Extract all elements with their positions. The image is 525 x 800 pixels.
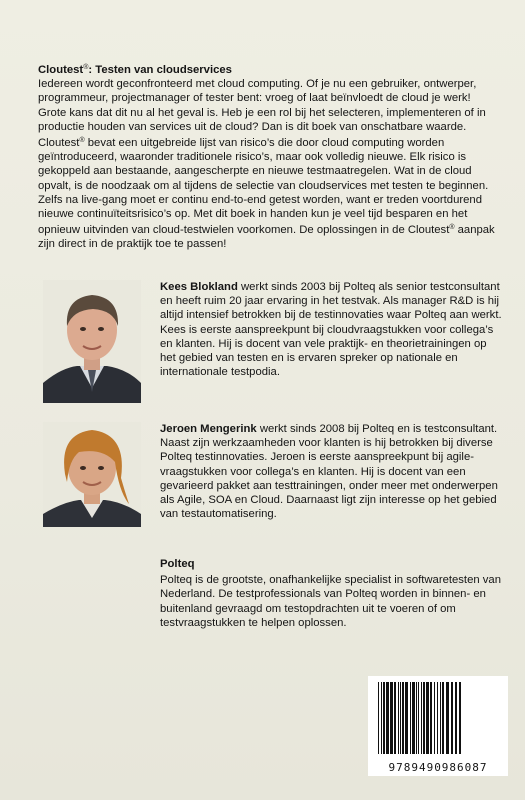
barcode-bar <box>383 682 385 754</box>
title-prefix: Cloutest <box>38 64 84 76</box>
barcode-bar <box>426 682 429 754</box>
barcode-bar <box>451 682 453 754</box>
author-name: Jeroen Mengerink <box>160 423 257 435</box>
barcode-bar <box>410 682 411 754</box>
description-part-1: Iedereen wordt geconfronteerd met cloud computing. Of je nu een gebruiker, ontwerper, programmeur, projectmanager of tester bent: vroeg of laat beïnvloedt de cloud je werk! Grote kans dat dit nu al het geval is. Heb je een rol bij het selecteren, implementeren of in productie houden van services uit de cloud? Dan is dit boek van onschatbare waarde. Cloutest <box>38 78 486 150</box>
book-description <box>38 61 500 252</box>
company-section <box>160 557 505 630</box>
description-part-3: aanpak zijn direct in de praktijk toe te passen! <box>38 224 495 251</box>
trademark-symbol: ® <box>83 64 89 71</box>
author-bio-text: werkt sinds 2003 bij Polteq als senior testconsultant en heeft ruim 20 jaar ervaring in het testvak. Als manager R&D is hij altijd intensief betrokken bij de testinnovaties waar Polteq aan werkt. Kees is eerste aanspreekpunt bij cloudvraagstukken voor collega’s en klanten. Hij is docent van vele praktijk- en theorietrainingen op het gebied van testen en is ervaren spreker op nationale en internationale testpodia. <box>160 281 502 379</box>
description-part-2: bevat een uitgebreide lijst van risico’s die door cloud computing worden geïntroduceerd, waaronder traditionele risico’s, maar ook volledig nieuwe. Elk risico is gekoppeld aan bestaande, aangescherpte en nieuwe testmaatregelen. Wat in de cloud opvalt, is de noodzaak om al tijdens de selectie van cloudservices met testen te beginnen. Zelfs na live-gang moet er continu end-to-end getest worden, want er treden voortdurend nieuwe continuïteitsrisico’s op. Met dit boek in handen kun je veel tijd besparen en het opnieuw uitvinden van cloud-testwielen voorkomen. De oplossingen in de Cloutest <box>38 137 489 237</box>
barcode-bar <box>412 682 415 754</box>
company-heading: Polteq <box>160 558 195 570</box>
author-photo-jeroen <box>43 422 141 527</box>
barcode-bar <box>423 682 425 754</box>
barcode-bar <box>455 682 457 754</box>
barcode-bar <box>430 682 432 754</box>
barcode-bar <box>405 682 408 754</box>
author-photo-kees <box>43 280 141 403</box>
barcode-bar <box>418 682 419 754</box>
company-description: Polteq is de grootste, onafhankelijke specialist in softwaretesten van Nederland. De testprofessionals van Polteq worden in binnen- en buitenland gevraagd om testopdrachten uit te voeren of om testvraagstukken te helpen oplossen. <box>160 574 501 629</box>
barcode-bar <box>446 682 449 754</box>
barcode-bar <box>398 682 399 754</box>
barcode-bar <box>400 682 401 754</box>
author-bio-jeroen <box>160 422 505 521</box>
barcode-bars <box>368 676 508 762</box>
barcode-bar <box>437 682 438 754</box>
barcode-bar <box>390 682 393 754</box>
description-paragraph <box>38 77 500 251</box>
barcode-bar <box>442 682 444 754</box>
book-title <box>38 61 500 77</box>
isbn-number: 9789490986087 <box>388 761 488 774</box>
barcode-bar <box>394 682 396 754</box>
barcode-bar <box>434 682 435 754</box>
trademark-symbol: ® <box>79 137 85 145</box>
barcode-bar <box>378 682 379 754</box>
title-suffix: : Testen van cloudservices <box>88 64 232 76</box>
barcode-bar <box>440 682 441 754</box>
barcode-bar <box>459 682 461 754</box>
barcode-bar <box>416 682 417 754</box>
barcode-bar <box>386 682 389 754</box>
author-bio-kees <box>160 280 505 379</box>
trademark-symbol: ® <box>449 224 455 232</box>
barcode-bar <box>421 682 422 754</box>
barcode-bar <box>402 682 404 754</box>
barcode-bar <box>381 682 382 754</box>
author-bio-text: werkt sinds 2008 bij Polteq en is testconsultant. Naast zijn werkzaamheden voor klanten is hij betrokken bij diverse Polteq testinnovaties. Jeroen is eerste aanspreekpunt bij agile-vraagstukken voor collega’s en klanten. Hij is docent van een gevarieerd pakket aan testtrainingen, onder meer met onderwerpen als Agile, SOA en Cloud. Daarnaast ligt zijn interesse op het gebied van testautomatisering. <box>160 423 498 521</box>
author-name: Kees Blokland <box>160 281 238 293</box>
isbn-barcode <box>368 676 508 776</box>
